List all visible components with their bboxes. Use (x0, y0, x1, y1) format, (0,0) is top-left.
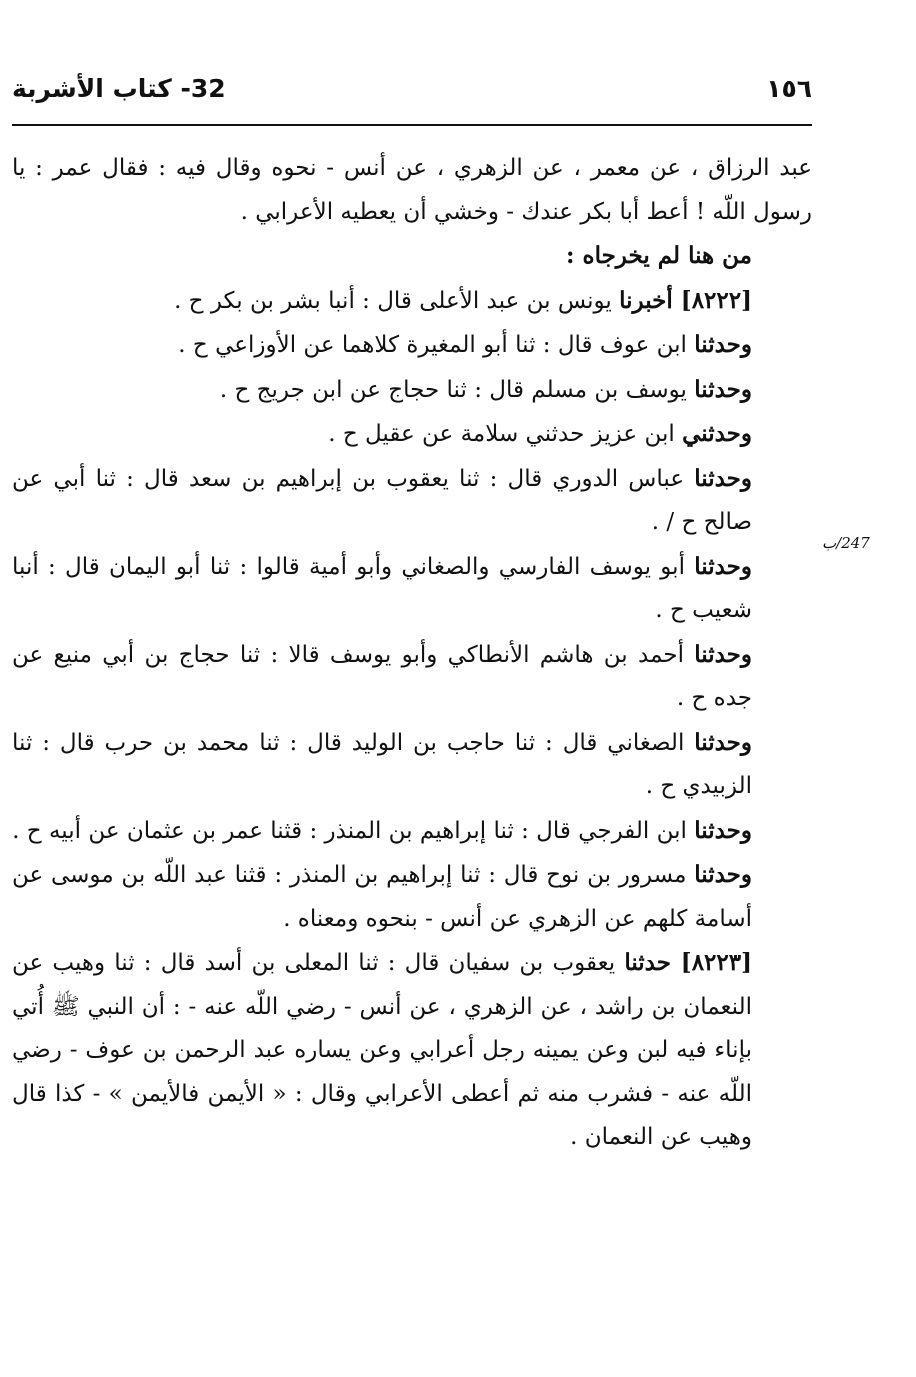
paragraph (12, 412, 812, 457)
page-number: ١٥٦ (766, 74, 812, 103)
paragraph-lead: وحدثنا (694, 552, 752, 580)
paragraph (12, 633, 812, 721)
paragraph (12, 368, 812, 413)
paragraph-lead: وحدثني (682, 420, 752, 447)
paragraph-lead: [٨٢٢٢] أخبرنا (619, 286, 752, 314)
paragraph-lead: وحدثنا (694, 640, 752, 668)
paragraph (12, 457, 812, 545)
paragraph (12, 234, 812, 279)
paragraph-text: أبو يوسف الفارسي والصغاني وأبو أمية قالوا : ثنا أبو اليمان قال : أنبا شعيب ح . (12, 553, 752, 623)
paragraph-text: ابن عوف قال : ثنا أبو المغيرة كلاهما عن الأوزاعي ح . (178, 332, 695, 358)
paragraph-text: عباس الدوري قال : ثنا يعقوب بن إبراهيم بن سعد قال : ثنا أبي عن صالح ح / . (12, 465, 752, 535)
book-title: 32- كتاب الأشربة (12, 74, 226, 103)
paragraph (12, 853, 812, 941)
paragraph-text: يعقوب بن سفيان قال : ثنا المعلى بن أسد قال : ثنا وهيب عن النعمان بن راشد ، عن الزهري ، عن أنس - رضي اللّه عنه - : أن النبي ﷺ أُتي بإناء فيه لبن وعن يمينه رجل أعرابي وعن يساره عبد الرحمن بن عوف - رضي اللّه عنه - فشرب منه ثم أعطى الأعرابي وقال : « الأيمن فالأيمن » - كذا قال وهيب عن النعمان . (12, 950, 752, 1150)
paragraph-lead: وحدثنا (694, 816, 752, 844)
paragraph-lead: [٨٢٢٣] حدثنا (624, 949, 752, 976)
paragraph-lead: وحدثنا (694, 331, 752, 358)
paragraph (12, 279, 812, 324)
paragraph-lead: وحدثنا (694, 464, 752, 492)
paragraph (12, 146, 812, 234)
page-body (12, 146, 812, 1160)
paragraph (12, 721, 812, 809)
paragraph-text: يونس بن عبد الأعلى قال : أنبا بشر بن بكر ح . (174, 287, 620, 314)
page-header (12, 70, 812, 120)
paragraph-lead: من هنا لم يخرجاه : (566, 242, 752, 269)
paragraph-text: عبد الرزاق ، عن معمر ، عن الزهري ، عن أنس - نحوه وقال فيه : فقال عمر : يا رسول اللّه ! أعط أبا بكر عندك - وخشي أن يعطيه الأعرابي . (12, 155, 812, 225)
paragraph (12, 809, 812, 854)
paragraph-text: أحمد بن هاشم الأنطاكي وأبو يوسف قالا : ثنا حجاج بن أبي منيع عن جده ح . (12, 641, 752, 711)
paragraph-text: مسرور بن نوح قال : ثنا إبراهيم بن المنذر : قثنا عبد اللّه بن موسى عن أسامة كلهم عن الزهري عن أنس - بنحوه ومعناه . (12, 862, 752, 932)
paragraph-lead: وحدثنا (694, 861, 752, 888)
paragraph-text: الصغاني قال : ثنا حاجب بن الوليد قال : ثنا محمد بن حرب قال : ثنا الزبيدي ح . (12, 729, 752, 799)
paragraph-lead: وحدثنا (694, 728, 752, 756)
header-divider (12, 124, 812, 126)
paragraph (12, 941, 812, 1160)
paragraph (12, 545, 812, 633)
paragraph-text: ابن الفرجي قال : ثنا إبراهيم بن المنذر : قثنا عمر بن عثمان عن أبيه ح . (12, 817, 695, 844)
paragraph-text: يوسف بن مسلم قال : ثنا حجاج عن ابن جريج ح . (219, 376, 695, 403)
paragraph-text: ابن عزيز حدثني سلامة عن عقيل ح . (328, 421, 683, 447)
manuscript-folio-note: 247/ب (822, 534, 870, 552)
paragraph (12, 323, 812, 368)
paragraph-lead: وحدثنا (694, 375, 752, 403)
